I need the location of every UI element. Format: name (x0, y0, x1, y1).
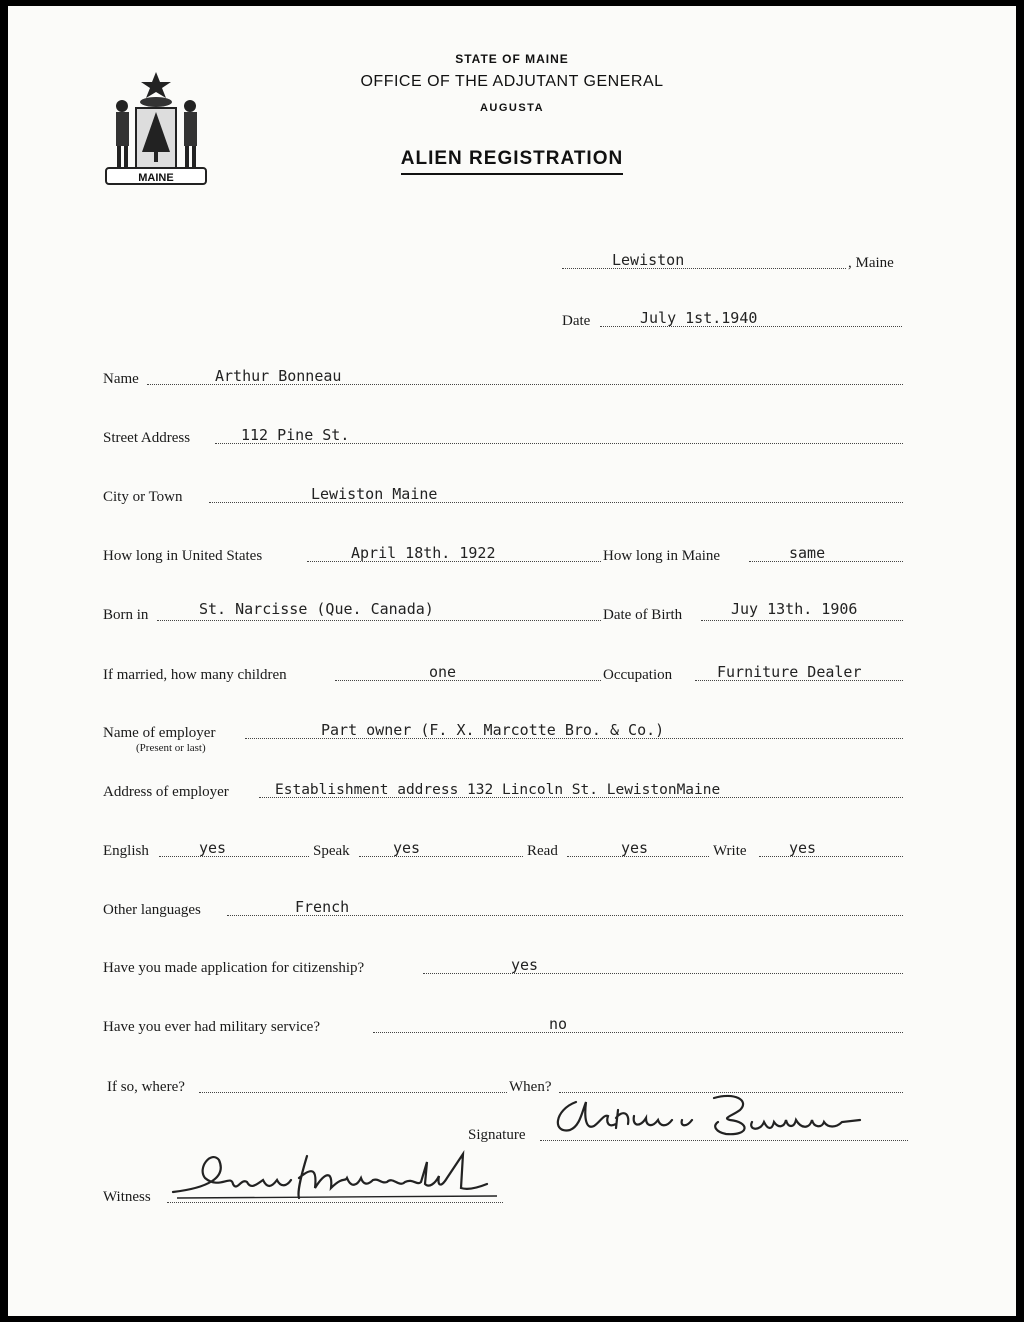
write-value: yes (789, 839, 817, 857)
city-value: Lewiston Maine (311, 485, 438, 503)
where-label: If so, where? (107, 1079, 185, 1095)
city-label: City or Town (103, 489, 183, 505)
military-value: no (549, 1015, 568, 1033)
residence-row (103, 541, 903, 565)
street-row (103, 423, 903, 447)
employer-address-value: Establishment address 132 Lincoln St. LewistonMaine (275, 782, 721, 798)
witness-handwriting (167, 1148, 507, 1208)
birth-row (103, 600, 908, 624)
other-languages-value: French (295, 898, 350, 916)
citizenship-row (103, 953, 903, 977)
employer-address-row (103, 777, 903, 801)
speak-value: yes (393, 839, 421, 857)
born-in-value: St. Narcisse (Que. Canada) (199, 600, 434, 618)
office-heading: OFFICE OF THE ADJUTANT GENERAL (360, 73, 664, 90)
date-of-birth-value: Juy 13th. 1906 (731, 600, 858, 618)
seal-banner-text: MAINE (138, 172, 174, 184)
town-row (562, 248, 902, 272)
name-row (103, 364, 903, 388)
english-label: English (103, 843, 149, 859)
other-languages-row (103, 895, 903, 919)
street-label: Street Address (103, 430, 191, 446)
form-title (8, 148, 1016, 170)
born-in-label: Born in (103, 607, 149, 623)
employer-address-label: Address of employer (103, 784, 229, 800)
employer-row (103, 718, 903, 742)
children-label: If married, how many children (103, 667, 287, 683)
other-languages-label: Other languages (103, 902, 201, 918)
read-label: Read (527, 843, 558, 859)
military-row (103, 1012, 903, 1036)
registration-form (8, 6, 1016, 1316)
signature-handwriting (546, 1088, 866, 1144)
signature-row (468, 1120, 908, 1144)
town-value: Lewiston (612, 251, 685, 269)
write-label: Write (713, 843, 747, 859)
form-title-text: ALIEN REGISTRATION (401, 148, 623, 175)
employer-sublabel: (Present or last) (136, 742, 206, 754)
speak-label: Speak (313, 843, 350, 859)
witness-row (103, 1182, 503, 1206)
english-value: yes (199, 839, 227, 857)
name-label: Name (103, 371, 139, 387)
date-of-birth-label: Date of Birth (603, 607, 683, 623)
state-heading: STATE OF MAINE (455, 52, 569, 66)
when-label: When? (509, 1079, 552, 1095)
town-suffix: , Maine (848, 255, 894, 271)
how-long-maine-label: How long in Maine (603, 548, 721, 564)
employer-label: Name of employer (103, 725, 216, 741)
street-value: 112 Pine St. (241, 426, 350, 444)
name-value: Arthur Bonneau (215, 367, 342, 385)
date-label: Date (562, 313, 591, 329)
date-value: July 1st.1940 (640, 309, 758, 327)
citizenship-value: yes (511, 956, 539, 974)
children-value: one (429, 663, 457, 681)
how-long-us-label: How long in United States (103, 548, 263, 564)
military-label: Have you ever had military service? (103, 1019, 320, 1035)
city-row (103, 482, 903, 506)
how-long-maine-value: same (789, 544, 826, 562)
how-long-us-value: April 18th. 1922 (351, 544, 496, 562)
signature-label: Signature (468, 1127, 526, 1143)
date-row (562, 306, 902, 330)
citizenship-label: Have you made application for citizenship? (103, 960, 365, 976)
language-row (103, 836, 903, 860)
employer-value: Part owner (F. X. Marcotte Bro. & Co.) (321, 721, 665, 739)
occupation-label: Occupation (603, 667, 673, 683)
occupation-value: Furniture Dealer (717, 663, 862, 681)
city-heading: AUGUSTA (479, 102, 545, 114)
family-row (103, 660, 913, 684)
witness-label: Witness (103, 1189, 151, 1205)
read-value: yes (621, 839, 649, 857)
